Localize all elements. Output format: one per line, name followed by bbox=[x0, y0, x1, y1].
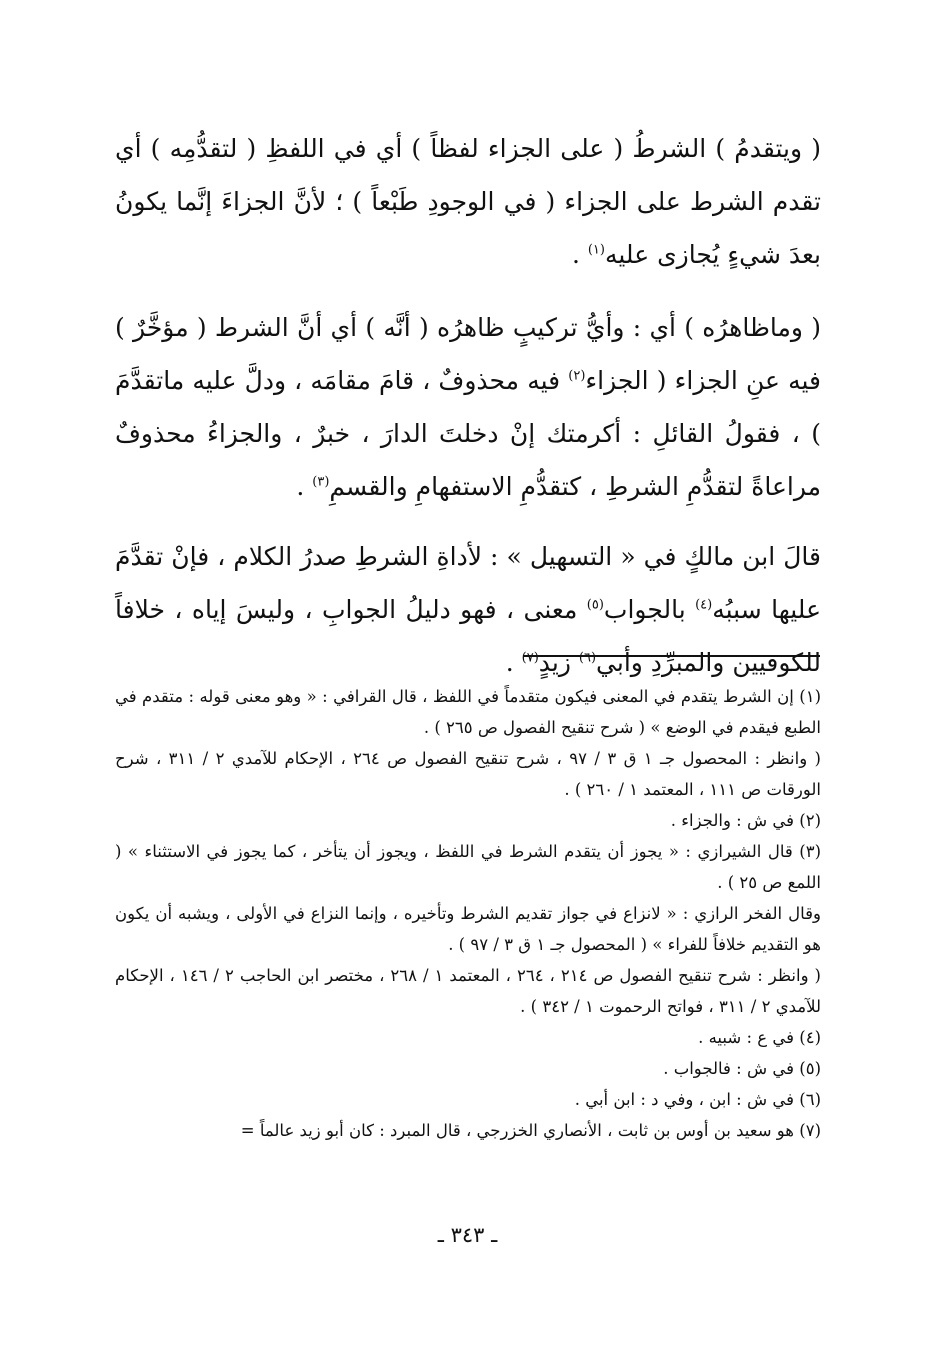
footnote-item: ( وانظر : شرح تنقيح الفصول ص ٢١٤ ، ٢٦٤ ، المعتمد ١ / ٢٦٨ ، مختصر ابن الحاجب ٢ / ١٤٦ ، الإحكام للآمدي ٢ / ٣١١ ، فواتح الرحموت ١ / ٣٤٢ ) . bbox=[115, 966, 821, 1016]
body-text: معنى ، فهو دليلُ الجوابِ ، وليسَ إياه ، خلافاً للكوفيين والمبرِّدِ وأبي bbox=[115, 595, 821, 677]
footnote-marker: (٦) bbox=[578, 650, 597, 666]
body-paragraph bbox=[115, 122, 821, 281]
footnote-item: (٤) في ع : شبيه . bbox=[698, 1028, 821, 1047]
body-text: قالَ ابن مالكٍ في « التسهيل » : لأداةِ الشرطِ صدرُ الكلام ، فإنْ تقدَّمَ عليها سببُه bbox=[115, 542, 821, 624]
body-text: بالجواب bbox=[603, 595, 696, 624]
body-text: فيه محذوفٌ ، قامَ مقامَه ، ودلَّ عليه ماتقدَّمَ ) ، فقولُ القائلِ : أكرمتك إنْ دخلتَ الدارَ ، خبرٌ ، والجزاءُ محذوفٌ مراعاةً لتقدُّمِ الشرطِ ، كتقدُّمِ الاستفهامِ والقسمِ bbox=[115, 366, 821, 501]
footnote-marker: (٤) bbox=[695, 597, 713, 613]
footnote-marker: (٥) bbox=[586, 597, 604, 613]
footnotes bbox=[115, 681, 821, 1146]
footnote-marker: (٢) bbox=[568, 368, 586, 384]
footnote-marker: (٧) bbox=[521, 650, 539, 666]
footnote-item: (١) إن الشرط يتقدم في المعنى فيكون متقدماً في اللفظ ، قال القرافي : « وهو معنى قوله : متقدم في الطبع فيقدم في الوضع » ( شرح تنقيح الفصول ص ٢٦٥ ) . bbox=[115, 687, 821, 737]
footnote-separator bbox=[524, 655, 820, 657]
footnote-item: (٣) قال الشيرازي : « يجوز أن يتقدم الشرط في اللفظ ، ويجوز أن يتأخر ، كما يجوز في الاستثناء » ( اللمع ص ٢٥ ) . bbox=[115, 842, 821, 892]
body-paragraph bbox=[115, 530, 821, 689]
body-text: . bbox=[505, 648, 522, 677]
body-text: زيدٍ bbox=[538, 648, 579, 677]
footnote-item: (٦) في ش : ابن ، وفي د : ابن أبي . bbox=[574, 1090, 821, 1109]
footnote-item: (٢) في ش : والجزاء . bbox=[670, 811, 821, 830]
footnote-marker: (١) bbox=[587, 242, 605, 258]
footnote-marker: (٣) bbox=[312, 474, 330, 490]
main-text bbox=[115, 122, 821, 709]
body-text: . bbox=[571, 240, 588, 269]
body-text: . bbox=[296, 472, 313, 501]
footnote-item: (٧) هو سعيد بن أوس بن ثابت ، الأنصاري الخزرجي ، قال المبرد : كان أبو زيد عالماً = bbox=[240, 1121, 821, 1140]
footnote-item: ( وانظر : المحصول جـ ١ ق ٣ / ٩٧ ، شرح تنقيح الفصول ص ٢٦٤ ، الإحكام للآمدي ٢ / ٣١١ ، شرح الورقات ص ١١١ ، المعتمد ١ / ٢٦٠ ) . bbox=[115, 749, 821, 799]
body-text: ( ويتقدمُ ) الشرطُ ( على الجزاء لفظاً ) أي في اللفظِ ( لتقدُّمِه ) أي تقدم الشرط على الجزاء ( في الوجودِ طَبْعاً ) ؛ لأنَّ الجزاءَ إنَّما يكونُ بعدَ شيءٍ يُجازى عليه bbox=[115, 134, 821, 269]
footnote-item: وقال الفخر الرازي : « لانزاع في جواز تقديم الشرط وتأخيره ، وإنما النزاع في الأولى ، ويشبه أن يكون هو التقديم خلافاً للفراء » ( المحصول جـ ١ ق ٣ / ٩٧ ) . bbox=[115, 904, 821, 954]
page-number: ـ ٣٤٣ ـ bbox=[437, 1223, 498, 1247]
body-paragraph bbox=[115, 301, 821, 513]
body-text: ( وماظاهرُه ) أي : وأيُّ تركيبٍ ظاهرُه ( أنَّه ) أي أنَّ الشرط ( مؤخَّرٌ ) فيه عنِ الجزاء ( الجزاء bbox=[115, 313, 822, 395]
footnote-item: (٥) في ش : فالجواب . bbox=[663, 1059, 821, 1078]
